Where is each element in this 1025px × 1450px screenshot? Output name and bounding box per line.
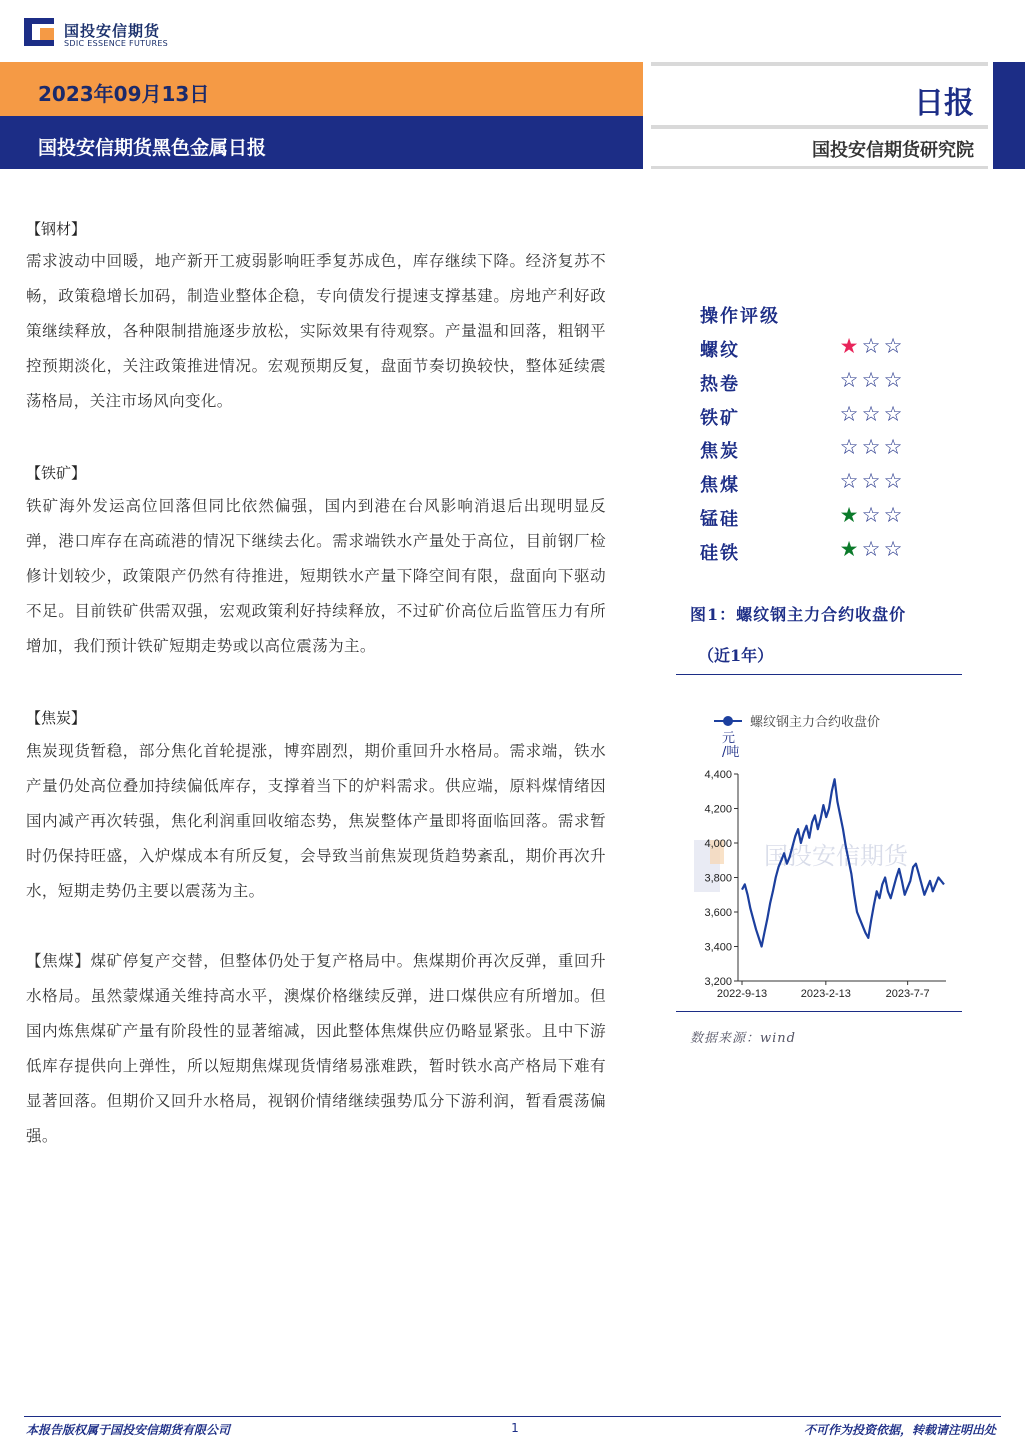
report-title: 国投安信期货黑色金属日报 [38, 137, 267, 159]
report-date: 2023年09月13日 [38, 82, 210, 106]
empty-star-icon: ☆ [883, 435, 903, 460]
header-divider [651, 166, 988, 169]
logo-name-en: SDIC ESSENCE FUTURES [64, 39, 169, 48]
section-title-iron-ore: 【铁矿】 [26, 464, 87, 482]
filled-star-icon: ★ [839, 536, 859, 561]
page-number: 1 [511, 1421, 519, 1435]
rating-stars [838, 334, 904, 358]
empty-star-icon: ☆ [861, 469, 881, 494]
watermark-text: 国投安信期货 [764, 843, 908, 870]
rating-name: 焦煤 [700, 475, 740, 497]
rebar-price-chart [676, 700, 962, 1010]
y-tick-label: 4,400 [704, 769, 732, 781]
section-title-coking-coal: 【焦煤】 [26, 952, 91, 970]
empty-star-icon: ☆ [861, 435, 881, 460]
empty-star-icon: ☆ [861, 503, 881, 527]
y-tick-label: 3,600 [704, 907, 732, 919]
chart-legend [714, 714, 880, 730]
empty-star-icon: ☆ [883, 536, 903, 561]
rating-name: 锰硅 [700, 509, 740, 530]
filled-star-icon: ★ [839, 334, 859, 358]
figure-rule [676, 674, 962, 675]
x-ticks [717, 981, 930, 1000]
filled-star-icon: ★ [839, 503, 859, 527]
empty-star-icon: ☆ [883, 503, 903, 527]
empty-star-icon: ☆ [839, 401, 859, 426]
company-logo-icon [24, 18, 60, 48]
legend-marker [723, 716, 733, 726]
institute-name: 国投安信期货研究院 [812, 140, 974, 161]
figure-subtitle: （近1年） [698, 646, 774, 665]
data-source: 数据来源：wind [690, 1031, 796, 1046]
rating-heading: 操作评级 [700, 306, 780, 327]
empty-star-icon: ☆ [839, 367, 859, 392]
footer-rule [24, 1416, 1001, 1417]
rating-name: 螺纹 [700, 340, 740, 361]
legend-label: 螺纹钢主力合约收盘价 [750, 715, 881, 730]
header-accent-strip [993, 62, 1025, 169]
rating-name: 焦炭 [700, 441, 740, 463]
rating-stars [838, 435, 904, 459]
rating-name: 硅铁 [700, 542, 740, 564]
rating-stars [838, 368, 904, 392]
empty-star-icon: ☆ [861, 536, 881, 561]
y-tick-label: 3,400 [704, 941, 732, 954]
rating-row [700, 437, 920, 467]
empty-star-icon: ☆ [839, 469, 859, 494]
y-axis-label: 元 [722, 731, 736, 746]
rating-row [700, 401, 920, 434]
rating-stars [838, 469, 904, 493]
empty-star-icon: ☆ [883, 401, 903, 426]
report-type-label: 日报 [914, 86, 974, 121]
empty-star-icon: ☆ [883, 334, 903, 358]
x-tick-label: 2023-2-13 [800, 988, 851, 1000]
chart-axes [738, 774, 946, 981]
x-tick-label: 2022-9-13 [716, 988, 768, 1000]
header-divider [651, 62, 988, 66]
y-tick-label: 4,200 [704, 803, 732, 816]
y-tick-label: 3,800 [704, 872, 732, 885]
section-body-iron-ore: 铁矿海外发运高位回落但同比依然偏强，国内到港在台风影响消退后出现明显反弹，港口库存在高疏港的情况下继续去化。需求端铁水产量处于高位，目前钢厂检修计划较少，政策限产仍然有待推进，短期铁水产量下降空间有限，盘面向下驱动不足。目前铁矿供需双强，宏观政策利好持续释放，不过矿价高位后监管压力有所增加，我们预计铁矿短期走势或以高位震荡为主。 [26, 497, 606, 655]
rating-stars [838, 402, 904, 426]
header-divider [651, 125, 988, 129]
section-body-steel: 需求波动中回暖，地产新开工疲弱影响旺季复苏成色，库存继续下降。经济复苏不畅，政策稳增长加码，制造业整体企稳，专向债发行提速支撑基建。房地产利好政策继续释放，各种限制措施逐步放松，实际效果有待观察。产量温和回落，粗钢平控预期淡化，关注政策推进情况。宏观预期反复，盘面节奏切换较快，整体延续震荡格局，关注市场风向变化。 [26, 252, 606, 410]
y-tick-label: 3,200 [704, 976, 732, 988]
empty-star-icon: ☆ [861, 367, 881, 392]
empty-star-icon: ☆ [883, 367, 903, 392]
empty-star-icon: ☆ [861, 401, 881, 426]
logo-name-cn: 国投安信期货 [64, 22, 161, 40]
empty-star-icon: ☆ [883, 469, 903, 494]
rating-stars [838, 503, 904, 527]
section-title-coke: 【焦炭】 [26, 709, 87, 727]
rating-row [700, 471, 920, 501]
rating-row [700, 367, 920, 400]
footer-disclaimer: 不可作为投资依据，转载请注明出处 [803, 1423, 996, 1437]
rating-name: 铁矿 [700, 407, 740, 429]
section-coking-coal [26, 944, 606, 1154]
x-tick-label: 2023-7-7 [885, 988, 930, 1000]
rating-row [700, 336, 920, 366]
rating-stars [838, 537, 904, 561]
section-body-coking-coal: 煤矿停复产交替，但整体仍处于复产格局中。焦煤期价再次反弹，重回升水格局。虽然蒙煤通关维持高水平，澳煤价格继续反弹，进口煤供应有所增加。但国内炼焦煤矿产量有阶段性的显著缩减，因此整体焦煤供应仍略显紧张。且中下游低库存提供向上弹性，所以短期焦煤现货情绪易涨难跌，暂时铁水高产格局下难有显著回落。但期价又回升水格局，视钢价情绪继续强势瓜分下游利润，暂看震荡偏强。 [26, 952, 606, 1145]
figure-rule [676, 1011, 962, 1012]
rating-row [700, 536, 920, 569]
y-axis-label: /吨 [722, 745, 740, 760]
y-tick-label: 4,000 [704, 838, 732, 850]
figure-title: 图1：螺纹钢主力合约收盘价 [690, 605, 907, 624]
section-body-coke: 焦炭现货暂稳，部分焦化首轮提涨，博弈剧烈，期价重回升水格局。需求端，铁水产量仍处高位叠加持续偏低库存，支撑着当下的炉料需求。供应端，原料煤情绪因国内减产再次转强，焦化利润重回收缩态势，焦炭整体产量即将面临回落。需求暂时仍保持旺盛，入炉煤成本有所反复，会导致当前焦炭现货趋势紊乱，期价再次升水，短期走势仍主要以震荡为主。 [26, 742, 606, 900]
empty-star-icon: ☆ [839, 435, 859, 460]
rating-row [700, 505, 920, 535]
footer-copyright: 本报告版权属于国投安信期货有限公司 [26, 1423, 231, 1437]
rating-name: 热卷 [700, 373, 740, 395]
section-title-steel: 【钢材】 [26, 220, 87, 238]
y-ticks [704, 769, 738, 988]
empty-star-icon: ☆ [861, 334, 881, 358]
